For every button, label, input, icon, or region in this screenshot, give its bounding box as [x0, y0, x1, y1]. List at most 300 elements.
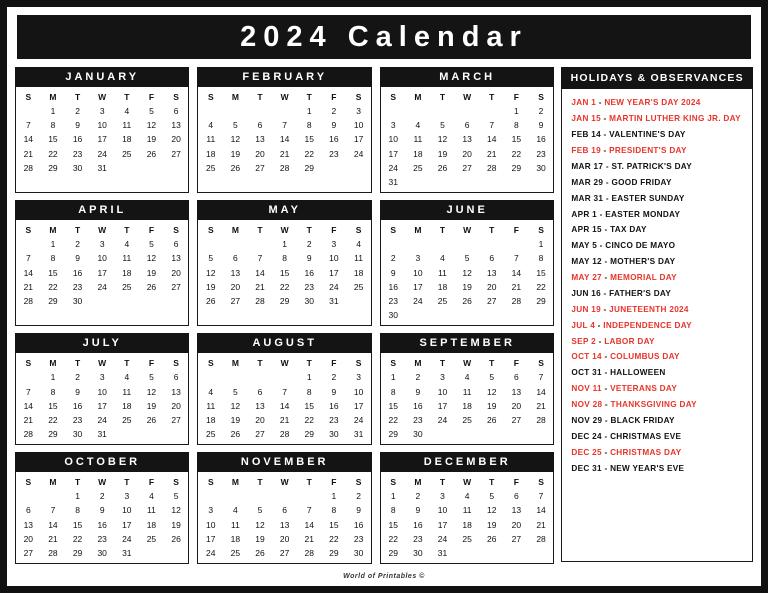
day-cell: 12 — [230, 400, 241, 411]
day-cell: 6 — [257, 120, 263, 131]
day-cell: 5 — [464, 253, 470, 264]
day-cell: 10 — [122, 505, 132, 516]
month-name: JANUARY — [15, 67, 189, 87]
day-cell: 2 — [415, 491, 421, 502]
day-cell: 25 — [413, 162, 423, 173]
weekday-header: S — [390, 477, 397, 488]
day-cell: 9 — [331, 386, 337, 397]
holiday-date: JUN 16 — [571, 288, 601, 298]
day-cell: 30 — [304, 295, 315, 306]
week-row — [16, 427, 188, 441]
day-cell: 24 — [122, 533, 132, 544]
day-cell: 28 — [23, 429, 34, 440]
holiday-date: MAR 17 — [571, 161, 604, 171]
day-cell: 4 — [208, 386, 214, 397]
day-cell: 18 — [413, 148, 423, 159]
weekday-header: T — [489, 358, 495, 369]
day-cell: 24 — [353, 414, 364, 425]
holiday-date: MAR 29 — [571, 177, 604, 187]
day-cell: 4 — [124, 372, 130, 383]
day-cell: 3 — [99, 239, 105, 250]
day-cell: 12 — [171, 505, 181, 516]
day-cell-empty — [430, 308, 455, 322]
day-cell: 12 — [255, 519, 265, 530]
day-cell-empty — [406, 104, 431, 118]
day-cell: 5 — [440, 120, 445, 131]
day-cell: 26 — [255, 548, 265, 559]
day-cell: 17 — [122, 519, 132, 530]
day-cell: 12 — [437, 134, 448, 145]
holiday-row — [571, 444, 744, 460]
day-cell: 27 — [255, 429, 265, 440]
day-cell: 13 — [23, 519, 34, 530]
day-cell: 22 — [48, 281, 58, 292]
day-cell: 25 — [353, 281, 364, 292]
day-cell: 23 — [413, 533, 423, 544]
day-cell: 19 — [171, 519, 181, 530]
day-cell: 1 — [50, 372, 56, 383]
day-cell-empty — [198, 104, 223, 118]
holiday-name: HALLOWEEN — [610, 368, 666, 378]
day-cell: 30 — [329, 429, 339, 440]
day-cell: 17 — [97, 267, 107, 278]
day-cell: 17 — [206, 533, 216, 544]
credit-text: World of Printables © — [343, 573, 425, 580]
week-row — [198, 251, 370, 265]
week-row — [381, 384, 553, 398]
day-cell: 12 — [146, 253, 157, 264]
holiday-date: DEC 25 — [571, 447, 602, 457]
day-cell: 15 — [48, 134, 58, 145]
day-cell: 25 — [462, 533, 472, 544]
holiday-date: JAN 1 — [571, 98, 597, 108]
weekday-header: W — [463, 477, 472, 488]
weekday-header: S — [538, 477, 544, 488]
day-cell: 21 — [536, 400, 546, 411]
day-cell: 21 — [536, 519, 546, 530]
holiday-row — [571, 317, 744, 333]
day-cell: 28 — [23, 295, 34, 306]
day-cell: 11 — [230, 519, 240, 530]
day-cell: 12 — [462, 267, 472, 278]
day-cell: 19 — [146, 400, 157, 411]
day-cell: 18 — [206, 414, 216, 425]
day-cell: 6 — [514, 491, 519, 502]
weekday-header: M — [231, 92, 239, 102]
day-cell: 9 — [390, 267, 396, 278]
holiday-row — [571, 397, 744, 413]
day-cell: 1 — [282, 239, 288, 250]
weekday-header: T — [306, 225, 312, 236]
day-cell: 3 — [440, 491, 445, 502]
day-cell: 9 — [306, 253, 312, 264]
month-name: DECEMBER — [380, 452, 554, 472]
weekday-header: S — [25, 477, 32, 488]
holiday-name: ST. PATRICK'S DAY — [611, 161, 693, 171]
weekday-header: M — [414, 225, 422, 236]
day-cell: 16 — [72, 134, 83, 145]
day-cell: 19 — [206, 281, 216, 292]
week-row — [16, 384, 188, 398]
day-cell: 26 — [437, 162, 448, 173]
month-table — [198, 223, 370, 308]
day-cell-empty — [248, 104, 273, 118]
month-table — [381, 90, 553, 189]
day-cell: 22 — [329, 533, 339, 544]
day-cell-empty — [381, 237, 406, 251]
day-cell: 18 — [122, 134, 132, 145]
day-cell-empty — [322, 161, 347, 175]
day-cell: 11 — [206, 400, 216, 411]
day-cell-empty — [223, 237, 248, 251]
day-cell: 3 — [356, 372, 361, 383]
day-cell: 24 — [353, 148, 364, 159]
week-row — [381, 489, 553, 503]
weekday-header: M — [414, 92, 422, 102]
day-cell: 21 — [279, 414, 290, 425]
week-row — [16, 546, 188, 560]
day-cell: 9 — [331, 120, 337, 131]
day-cell: 1 — [50, 106, 56, 117]
holiday-date: MAY 5 — [571, 241, 598, 251]
day-cell-empty — [115, 427, 140, 441]
weekday-header: W — [280, 358, 289, 369]
day-cell: 1 — [75, 491, 80, 502]
day-cell-empty — [504, 427, 529, 441]
day-cell: 23 — [97, 533, 107, 544]
holiday-name: MEMORIAL DAY — [610, 273, 677, 283]
day-cell: 24 — [97, 414, 107, 425]
day-cell: 28 — [511, 295, 522, 306]
holiday-row — [571, 460, 744, 476]
week-row — [381, 413, 553, 427]
day-cell: 23 — [72, 148, 83, 159]
holiday-date: NOV 28 — [571, 400, 603, 410]
day-cell: 2 — [331, 372, 337, 383]
week-row — [198, 518, 370, 532]
holiday-date: OCT 14 — [571, 352, 602, 362]
holiday-separator: - — [595, 320, 604, 330]
day-cell: 11 — [354, 253, 363, 264]
day-cell: 30 — [72, 162, 83, 173]
month-table — [198, 475, 370, 560]
weekday-header: S — [538, 358, 544, 369]
weekday-header: S — [355, 358, 362, 369]
day-cell: 11 — [413, 134, 423, 145]
day-cell: 27 — [171, 281, 181, 292]
day-cell-empty — [504, 546, 529, 560]
day-cell: 9 — [356, 505, 361, 516]
weekday-header: T — [74, 92, 81, 102]
week-row — [16, 147, 188, 161]
weekday-header: T — [439, 92, 446, 102]
calendar-body — [15, 67, 753, 564]
holiday-name: PRESIDENT'S DAY — [609, 146, 687, 156]
day-cell: 5 — [233, 120, 238, 131]
weekday-header: W — [98, 225, 107, 236]
day-cell: 13 — [279, 519, 290, 530]
day-cell-empty — [346, 161, 371, 175]
day-cell-empty — [430, 427, 455, 441]
holiday-name: INDEPENDENCE DAY — [603, 320, 692, 330]
weekday-header: S — [207, 225, 214, 236]
day-cell: 18 — [437, 281, 448, 292]
weekday-header: T — [439, 477, 446, 488]
day-cell: 28 — [48, 548, 58, 559]
day-cell-empty — [504, 308, 529, 322]
weekday-header: S — [173, 225, 179, 236]
weekday-header: W — [280, 225, 289, 236]
day-cell: 29 — [511, 162, 522, 173]
holiday-separator: - — [601, 384, 611, 394]
day-cell: 17 — [353, 134, 364, 145]
day-cell: 5 — [173, 491, 179, 502]
day-cell-empty — [504, 175, 529, 189]
week-row — [381, 147, 553, 161]
day-cell: 8 — [331, 505, 337, 516]
week-row — [198, 266, 370, 280]
day-cell: 11 — [438, 267, 447, 278]
day-cell-empty — [198, 370, 223, 384]
day-cell: 13 — [171, 386, 181, 397]
day-cell: 26 — [230, 162, 241, 173]
day-cell: 16 — [97, 519, 107, 530]
day-cell: 5 — [149, 372, 154, 383]
day-cell: 15 — [48, 267, 58, 278]
week-row — [198, 384, 370, 398]
weekday-header: S — [390, 225, 397, 236]
holiday-name: MARTIN LUTHER KING JR. DAY — [609, 114, 741, 124]
holidays-heading: HOLIDAYS & OBSERVANCES — [561, 67, 753, 89]
day-cell: 17 — [97, 400, 107, 411]
day-cell: 27 — [511, 414, 522, 425]
day-cell: 14 — [487, 134, 497, 145]
day-cell: 25 — [206, 162, 216, 173]
day-cell: 23 — [413, 414, 423, 425]
day-cell: 11 — [122, 386, 132, 397]
month-name: MAY — [197, 200, 371, 220]
day-cell-empty — [455, 427, 480, 441]
day-cell-empty — [430, 104, 455, 118]
holiday-date: FEB 14 — [571, 130, 601, 140]
week-row — [16, 370, 188, 384]
day-cell: 13 — [171, 253, 181, 264]
day-cell: 11 — [206, 134, 216, 145]
holiday-date: MAR 31 — [571, 193, 604, 203]
holiday-row — [571, 159, 744, 175]
day-cell: 10 — [388, 134, 398, 145]
week-row — [381, 503, 553, 517]
day-cell: 10 — [437, 505, 448, 516]
day-cell: 24 — [437, 414, 448, 425]
day-cell: 23 — [329, 148, 339, 159]
day-cell: 7 — [489, 120, 495, 131]
week-row — [16, 503, 188, 517]
weekday-header: T — [257, 477, 263, 488]
holiday-separator: - — [603, 177, 612, 187]
day-cell: 14 — [255, 267, 265, 278]
holiday-separator: - — [601, 225, 611, 235]
day-cell: 17 — [437, 519, 448, 530]
day-cell: 12 — [206, 267, 216, 278]
day-cell: 12 — [146, 120, 157, 131]
day-cell: 3 — [440, 372, 445, 383]
month-table — [16, 356, 188, 441]
holiday-row — [571, 222, 744, 238]
weekday-header: S — [355, 477, 362, 488]
month-name: AUGUST — [197, 333, 371, 353]
day-cell: 21 — [23, 148, 34, 159]
weekday-header: W — [463, 358, 472, 369]
day-cell-empty — [406, 308, 431, 322]
weekday-header: F — [331, 225, 337, 236]
holiday-row — [571, 286, 744, 302]
day-cell: 7 — [257, 253, 263, 264]
day-cell: 12 — [146, 386, 157, 397]
holiday-name: CINCO DE MAYO — [605, 241, 676, 251]
day-cell: 22 — [511, 148, 522, 159]
weekday-header: S — [173, 477, 179, 488]
day-cell: 20 — [255, 148, 265, 159]
day-cell-empty — [346, 294, 371, 308]
day-cell: 15 — [388, 400, 398, 411]
day-cell: 5 — [489, 372, 495, 383]
day-cell: 9 — [75, 253, 80, 264]
day-cell: 30 — [97, 548, 107, 559]
day-cell: 10 — [329, 253, 339, 264]
day-cell: 9 — [415, 386, 421, 397]
day-cell-empty — [223, 489, 248, 503]
day-cell-empty — [529, 175, 554, 189]
day-cell-empty — [430, 237, 455, 251]
holiday-separator: - — [601, 431, 611, 441]
day-cell: 10 — [206, 519, 216, 530]
month-block — [197, 452, 371, 564]
week-row — [381, 104, 553, 118]
day-cell: 5 — [489, 491, 495, 502]
weekday-header: T — [439, 358, 446, 369]
day-cell: 18 — [230, 533, 241, 544]
holiday-separator: - — [601, 447, 611, 457]
holidays-panel — [561, 67, 753, 562]
day-cell: 29 — [72, 548, 83, 559]
day-cell: 14 — [23, 134, 34, 145]
day-cell-empty — [455, 237, 480, 251]
weekday-header: S — [207, 92, 214, 102]
week-row — [381, 280, 553, 294]
day-cell: 6 — [173, 372, 179, 383]
weekday-header: T — [74, 477, 81, 488]
holiday-row — [571, 111, 744, 127]
day-cell: 20 — [171, 134, 181, 145]
week-row — [198, 546, 370, 560]
holiday-separator: - — [600, 304, 610, 314]
day-cell: 14 — [511, 267, 522, 278]
month-block — [197, 67, 371, 193]
month-name: OCTOBER — [15, 452, 189, 472]
week-row — [198, 147, 370, 161]
day-cell: 29 — [388, 548, 398, 559]
day-cell: 2 — [390, 253, 396, 264]
holiday-row — [571, 428, 744, 444]
day-cell: 4 — [208, 120, 214, 131]
holiday-name: GOOD FRIDAY — [611, 177, 672, 187]
holiday-name: EASTER SUNDAY — [611, 193, 685, 203]
day-cell: 6 — [282, 505, 288, 516]
day-cell-empty — [406, 237, 431, 251]
holiday-separator: - — [596, 98, 605, 108]
week-row — [198, 280, 370, 294]
week-row — [16, 237, 188, 251]
day-cell: 15 — [511, 134, 522, 145]
day-cell: 26 — [171, 533, 181, 544]
day-cell: 31 — [437, 548, 448, 559]
holiday-row — [571, 143, 744, 159]
weekday-header: S — [538, 92, 544, 102]
day-cell: 24 — [97, 148, 107, 159]
day-cell: 17 — [388, 148, 398, 159]
day-cell: 6 — [257, 386, 263, 397]
day-cell-empty — [406, 175, 431, 189]
day-cell: 2 — [306, 239, 312, 250]
month-block — [197, 333, 371, 445]
day-cell: 19 — [487, 400, 497, 411]
week-row — [198, 489, 370, 503]
month-block — [15, 200, 189, 326]
weekday-header: S — [207, 477, 214, 488]
day-cell: 26 — [487, 414, 497, 425]
week-row — [381, 294, 553, 308]
day-cell: 7 — [25, 120, 31, 131]
day-cell: 2 — [538, 106, 544, 117]
day-cell-empty — [223, 104, 248, 118]
day-cell: 16 — [388, 281, 398, 292]
weekday-header: F — [513, 92, 519, 102]
week-row — [198, 104, 370, 118]
credit-line — [7, 573, 761, 580]
month-name: APRIL — [15, 200, 189, 220]
day-cell: 28 — [255, 295, 265, 306]
day-cell: 4 — [124, 106, 130, 117]
day-cell-empty — [164, 161, 189, 175]
week-row — [16, 118, 188, 132]
day-cell: 19 — [146, 267, 157, 278]
weekday-header: W — [98, 358, 107, 369]
day-cell: 10 — [97, 253, 107, 264]
weekday-header: W — [463, 92, 472, 102]
week-row — [16, 294, 188, 308]
day-cell: 18 — [146, 519, 157, 530]
month-name: NOVEMBER — [197, 452, 371, 472]
day-cell: 25 — [437, 295, 448, 306]
weekday-header: S — [25, 92, 32, 102]
day-cell: 24 — [437, 533, 448, 544]
weekday-header: S — [25, 225, 32, 236]
holiday-row — [571, 365, 744, 381]
day-cell: 6 — [25, 505, 31, 516]
holiday-row — [571, 190, 744, 206]
day-cell: 29 — [304, 429, 315, 440]
week-row — [198, 132, 370, 146]
holiday-separator: - — [603, 193, 612, 203]
weekday-header: T — [306, 477, 312, 488]
day-cell: 13 — [171, 120, 181, 131]
day-cell: 28 — [536, 414, 546, 425]
holiday-separator: - — [601, 368, 611, 378]
day-cell: 18 — [462, 400, 472, 411]
weekday-header: T — [489, 92, 495, 102]
day-cell: 28 — [536, 533, 546, 544]
